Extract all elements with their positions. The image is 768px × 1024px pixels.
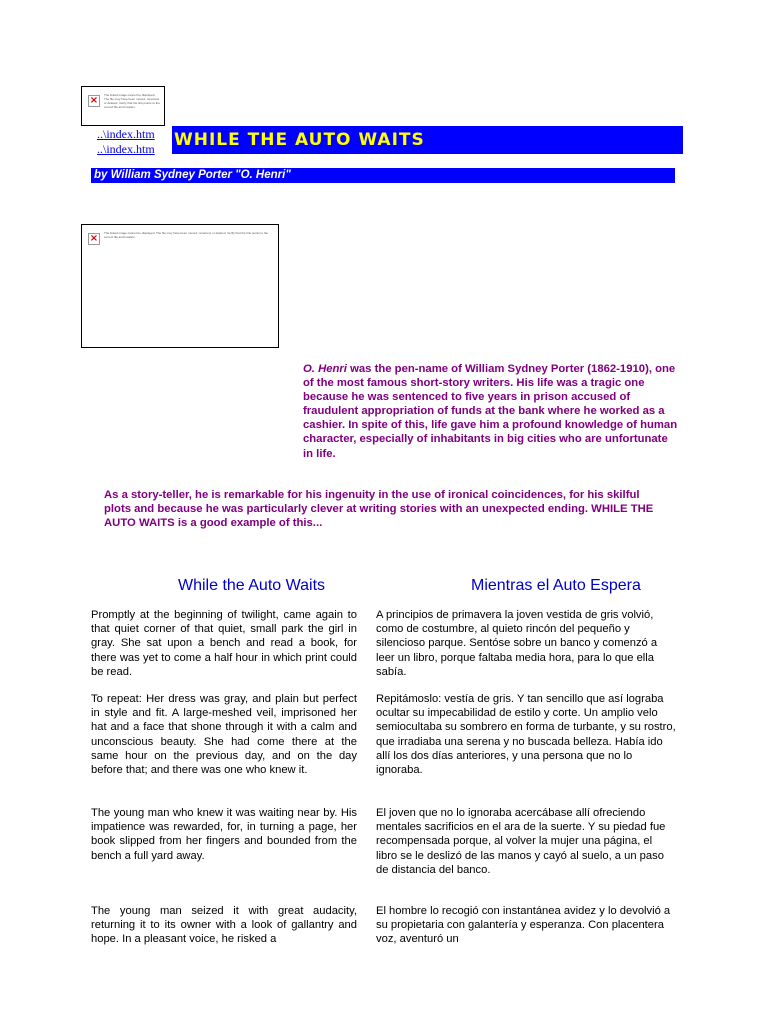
- index-link-2[interactable]: ..\index.htm: [97, 142, 155, 156]
- english-heading: While the Auto Waits: [178, 577, 326, 594]
- spanish-heading: Mientras el Auto Espera: [471, 577, 641, 594]
- broken-image-large: [81, 224, 279, 348]
- broken-image-icon: ×: [89, 95, 99, 106]
- broken-image-alt-text: The linked image cannot be displayed. The file may have been moved, renamed, or deleted. Verify that the link points to the correct file and location.: [104, 93, 160, 109]
- broken-image-alt-text: The linked image cannot be displayed. The file may have been moved, renamed, or deleted. Verify that the link points to the correct file and location.: [104, 231, 269, 239]
- spanish-paragraph: El joven que no lo ignoraba acercábase allí ofreciendo mentales sacrificios en el ara de la suerte. Y su piedad fue recompensada porque, al volver la mujer una página, el libro se le deslizó de las manos y cayó al suelo, a un paso de distancia del banco.: [376, 807, 666, 876]
- byline: by William Sydney Porter "O. Henri": [94, 169, 291, 181]
- index-link-1[interactable]: ..\index.htm: [97, 127, 155, 141]
- english-paragraph: Promptly at the beginning of twilight, came again to that quiet corner of that quiet, small park the girl in gray. She sat upon a bench and read a book, for there was yet to come a half hour in which print could be read.: [91, 609, 357, 678]
- english-paragraph: The young man who knew it was waiting near by. His impatience was rewarded, for, in turning a page, her book slipped from her fingers and bounded from the bench a full yard away.: [91, 807, 357, 862]
- english-paragraph: To repeat: Her dress was gray, and plain but perfect in style and fit. A large-meshed veil, imprisoned her hat and a face that shone through it with a calm and unconscious beauty. She had come there at the same hour on the previous day, and on the day before that; and there was one who knew it.: [91, 693, 357, 777]
- spanish-paragraph: Repitámoslo: vestía de gris. Y tan sencillo que así lograba ocultar su impecabilidad de estilo y corte. Un amplio velo semiocultaba su sombrero en forma de turbante, y su rostro, que irradiaba una serena y no buscada belleza. Había ido allí los dos días anteriores, y una persona que no lo ignoraba.: [376, 693, 676, 777]
- storyteller-paragraph: As a story-teller, he is remarkable for his ingenuity in the use of ironical coincidences, for his skilful plots and because he was particularly clever at writing stories with an unexpected ending. WHILE THE AUTO WAITS is a good example of this...: [104, 489, 654, 530]
- english-paragraph: The young man seized it with great audacity, returning it to its owner with a look of gallantry and hope. In a pleasant voice, he risked a: [91, 905, 357, 946]
- author-pen-name: O. Henri: [303, 363, 347, 375]
- author-intro-text: was the pen-name of William Sydney Porter (1862-1910), one of the most famous short-story writers. His life was a tragic one because he was sentenced to five years in prison accused of fraudulent appropriation of funds at the bank where he worked as a cashier. In spite of this, life gave him a profound knowledge of human character, especially of inhabitants in big cities who are unfortunate in life.: [303, 363, 678, 460]
- broken-image-icon: ×: [89, 233, 99, 244]
- broken-image-small: [81, 86, 165, 126]
- page-title: WHILE THE AUTO WAITS: [174, 130, 425, 150]
- author-intro-paragraph: [303, 362, 678, 461]
- spanish-paragraph: A principios de primavera la joven vestida de gris volvió, como de costumbre, al quieto rincón del pequeño y silencioso parque. Sentóse sobre un banco y comenzó a leer un libro, porque faltaba media hora, para lo que ella sabía.: [376, 609, 658, 678]
- spanish-paragraph: El hombre lo recogió con instantánea avidez y lo devolvió a su propietaria con galantería y esperanza. Con placentera voz, aventuró un: [376, 905, 671, 946]
